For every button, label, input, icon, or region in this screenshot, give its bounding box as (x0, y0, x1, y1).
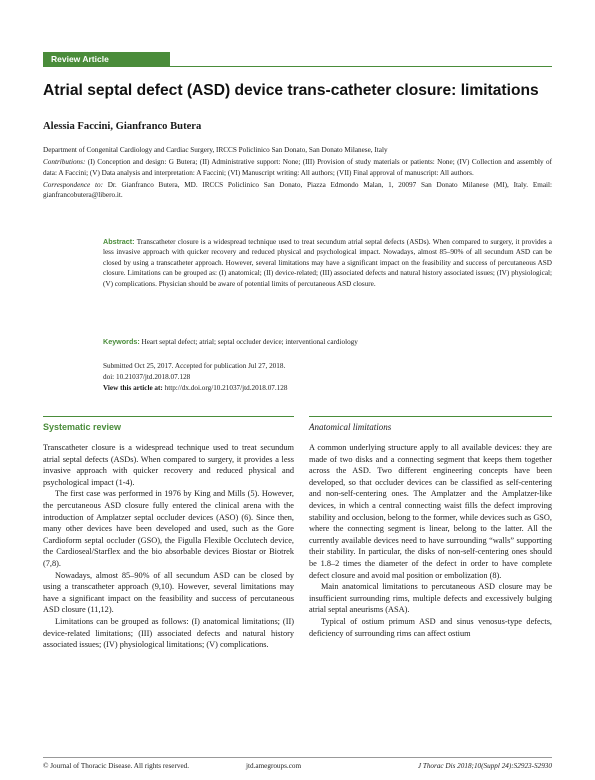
paragraph: Main anatomical limitations to percutaneous ASD closure may be insufficient surrounding rims, multiple defects and excessively bulging atrial septal aneurisms (ASA). (309, 582, 552, 615)
left-section-divider (43, 416, 294, 417)
contributions (43, 157, 552, 178)
paragraph: A common underlying structure apply to all available devices: they are made of two disks and a connecting segment that keeps them together across the ASD. Two different engineering concepts have been developed, so that occluder devices can be classified as self-centering and non-self-centering ones. The Amplatzer and the Amplatzer-like devices, in which a central connecting waist fills the defect improving stability and occlusion, belong to the former, while devices such as GSO, where the connecting segment is linear, belong to the latter. All the currently available devices need to have surrounding “walls” supporting their stability. In particular, the disks of non-self-centering ones should be 1.8–2 times the diameter of the defect in order to have complete defect closure and avoid mal position or embolization (8). (309, 443, 552, 580)
footer-copyright: © Journal of Thoracic Disease. All rights reserved. (43, 762, 190, 770)
contributions-label: Contributions: (43, 158, 86, 167)
right-section-divider (309, 416, 552, 417)
section-heading-systematic-review: Systematic review (43, 422, 122, 432)
footer-citation (418, 762, 552, 770)
right-column (309, 442, 552, 639)
footer-divider (43, 757, 552, 758)
header-divider (43, 66, 552, 67)
correspondence-text: Dr. Gianfranco Butera, MD. IRCCS Policlinico San Donato, Piazza Edmondo Malan, 1, 20097 San Donato Milanese (MI), Italy. Email: gianfrancobutera@libero.it. (43, 180, 553, 200)
section-heading-anatomical-limitations: Anatomical limitations (309, 422, 392, 432)
paragraph: Nowadays, almost 85–90% of all secundum ASD can be closed by using a transcatheter approach (9,10). However, several limitations may have a significant impact on the feasibility and success of percutaneous ASD closure (11,12). (43, 570, 294, 615)
footer-citation-text: J Thorac Dis 2018;10(Suppl 24):S2923-S2930 (417, 762, 552, 770)
view-article-link[interactable]: http://dx.doi.org/10.21037/jtd.2018.07.128 (164, 384, 288, 393)
view-article-label: View this article at: (103, 384, 163, 393)
contributions-text: (I) Conception and design: G Butera; (II) Administrative support: None; (III) Provision of study materials or patients: None; (IV) Collection and assembly of data: A Faccini; (V) Data analysis and interpretation: A Faccini; (VI) Manuscript writing: All authors; (VII) Final approval of manuscript: All authors. (43, 158, 552, 177)
paragraph: The first case was performed in 1976 by King and Mills (5). However, the percutaneous ASD closure fully entered the clinical arena with the introduction of Amplatzer septal occluder devices (ASO) (6). Since then, many other devices have been developed and used, such as the Gore Cardioform septal occluder (GSO), the Figulla Flexible Occlutech device, the Cardioseal/Starflex and the bio absorbable devices Biostar or Biotrek (7,8). (43, 489, 294, 568)
affiliation-block (43, 145, 552, 202)
paragraph: Typical of ostium primum ASD and sinus venosus-type defects, deficiency of surrounding rims can affect ostium (309, 616, 552, 638)
keywords-text: Heart septal defect; atrial; septal occluder device; interventional cardiology (141, 338, 358, 346)
doi: doi: 10.21037/jtd.2018.07.128 (103, 373, 191, 382)
paragraph: Limitations can be grouped as follows: (I) anatomical limitations; (II) device-related limitations; (III) associated defects and natural history associated issues; (IV) physiological limitations; (V) complications. (43, 616, 294, 650)
affiliation: Department of Congenital Cardiology and Cardiac Surgery, IRCCS Policlinico San Donato, San Donato Milanese, Italy (43, 146, 388, 154)
footer-website[interactable]: jtd.amegroups.com (246, 762, 302, 770)
article-title: Atrial septal defect (ASD) device trans-catheter closure: limitations (43, 82, 539, 99)
abstract-text: Transcatheter closure is a widespread technique used to treat secundum atrial septal defects (ASDs). When compared to surgery, it provides a less invasive approach with quicker recovery and reduced physical and psychological impact. Nowadays, almost 85–90% of all secundum ASD can be closed by using a transcatheter approach. However, several limitations may have a significant impact on the feasibility and success of percutaneous ASD closure. Limitations can be grouped as: (I) anatomical; (II) device-related; (III) associated defects and natural history associated issues; (IV) physiological; (V) complications. Physician should be aware of potential limits of percutaneous ASD closure. (103, 238, 552, 288)
submission-dates: Submitted Oct 25, 2017. Accepted for publication Jul 27, 2018. (103, 362, 286, 370)
view-article (103, 383, 552, 394)
abstract-label: Abstract: (103, 237, 135, 246)
correspondence-label: Correspondence to: (43, 180, 103, 189)
article-type-label: Review Article (43, 52, 170, 66)
left-column (43, 442, 294, 651)
keywords-label: Keywords: (103, 337, 140, 346)
paragraph: Transcatheter closure is a widespread technique used to treat secundum atrial septal defects (ASDs). When compared to surgery, it provides a less invasive approach with quicker recovery and reduced physical and psychological impact (1-4). (43, 443, 294, 487)
abstract (103, 237, 552, 289)
correspondence (43, 180, 552, 201)
publication-meta (103, 361, 552, 395)
authors: Alessia Faccini, Gianfranco Butera (43, 121, 202, 132)
keywords (103, 337, 552, 347)
